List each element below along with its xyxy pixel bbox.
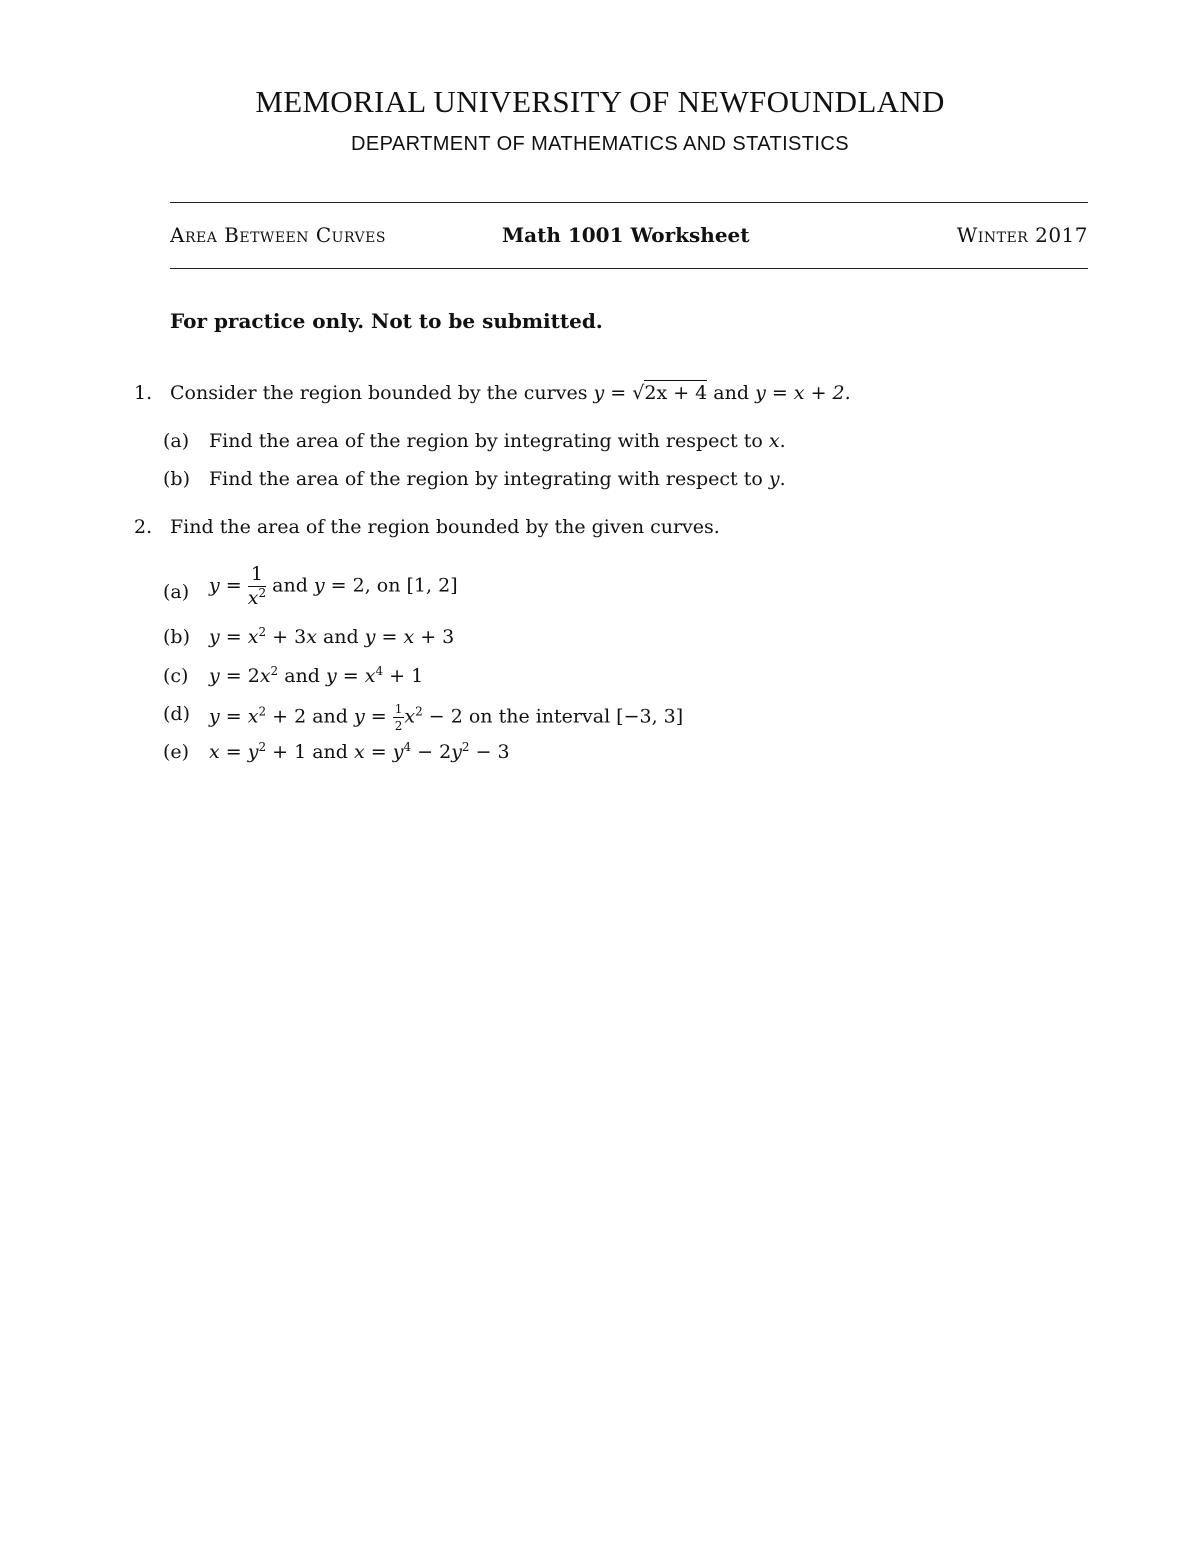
worksheet-header-row xyxy=(170,223,1088,253)
worksheet-topic: Area Between Curves xyxy=(170,223,386,247)
question-1-curve1: y = √2x + 4 xyxy=(593,382,708,404)
question-2e-expr: $x = y^2 + 1$ and $x = y^4 - 2y^2 - 3$ xyxy=(209,740,510,763)
university-title: MEMORIAL UNIVERSITY OF NEWFOUNDLAND xyxy=(255,84,945,119)
question-1-number: 1. xyxy=(134,382,153,404)
question-1b-text: Find the area of the region by integrating with respect to y. xyxy=(209,468,786,490)
question-2d-expr: $y = x^2 + 2$ and y = $\frac{1}{2}$ $x^2 - 2$ on the interval [−3, 3] xyxy=(209,702,684,733)
question-1a-label: (a) xyxy=(163,430,190,452)
header-rule-bottom xyxy=(170,268,1088,269)
question-1-prefix: Consider the region bounded by the curves xyxy=(170,382,594,404)
header-rule-top xyxy=(170,202,1088,203)
question-2a-expr: y = $\frac{1}{x^2}$ and y = 2, on [1, 2] xyxy=(209,563,458,609)
fraction-one-over-x-squared: $\frac{1}{x^2}$ xyxy=(247,563,267,609)
question-2a-label: (a) xyxy=(163,581,190,603)
worksheet-course: Math 1001 Worksheet xyxy=(502,223,750,247)
practice-note: For practice only. Not to be submitted. xyxy=(170,309,603,333)
fraction-one-half: $\frac{1}{2}$ xyxy=(394,702,403,733)
question-2d-label: (d) xyxy=(163,703,190,725)
question-2-number: 2. xyxy=(134,516,153,538)
question-2c-label: (c) xyxy=(163,665,189,687)
question-2b-expr: $y = x^2 + 3x$ and y = x + 3 xyxy=(209,625,455,648)
question-2c-expr: $y = 2x^2$ and $y = x^4 + 1$ xyxy=(209,664,424,687)
question-1-curve2: y = x + 2. xyxy=(755,382,851,404)
question-2e-label: (e) xyxy=(163,741,190,763)
department-title: DEPARTMENT OF MATHEMATICS AND STATISTICS xyxy=(351,133,849,155)
question-1a-text: Find the area of the region by integrating with respect to x. xyxy=(209,430,786,452)
question-1-text xyxy=(170,382,851,404)
question-1-and: and xyxy=(707,382,756,404)
question-1b-label: (b) xyxy=(163,468,190,490)
question-2-text: Find the area of the region bounded by the given curves. xyxy=(170,516,720,538)
question-2b-label: (b) xyxy=(163,626,190,648)
worksheet-term: Winter 2017 xyxy=(956,223,1088,247)
